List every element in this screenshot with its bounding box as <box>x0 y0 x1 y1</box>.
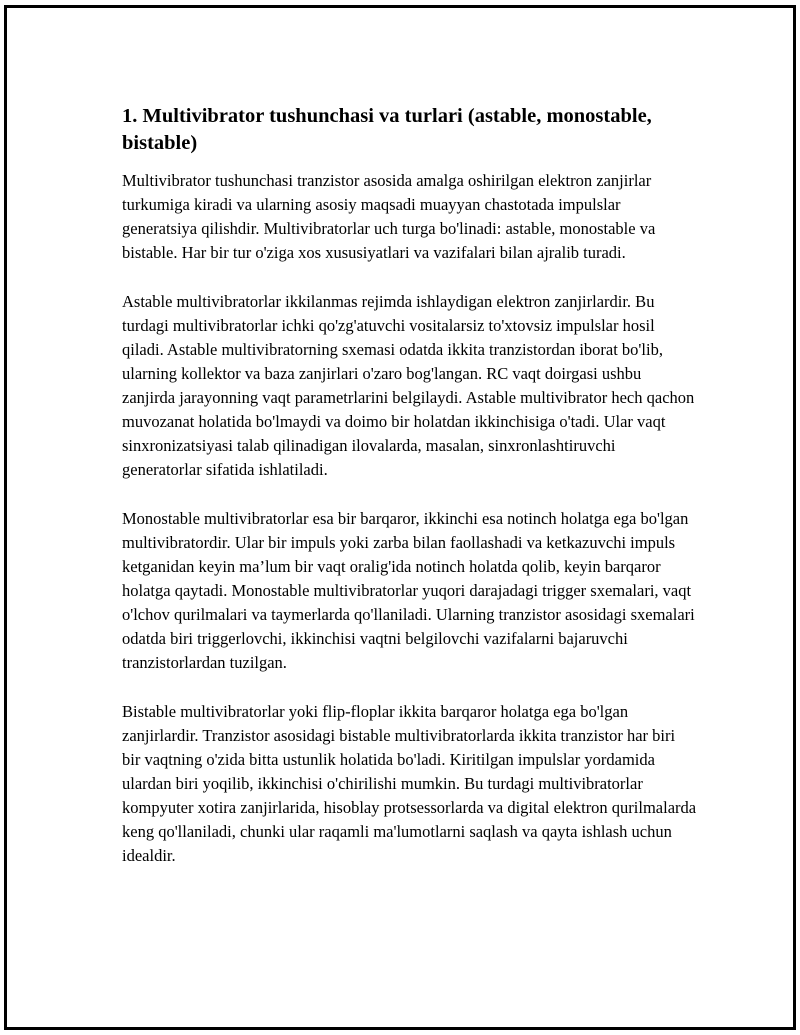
page-frame <box>4 5 796 1030</box>
paragraph-astable: Astable multivibratorlar ikkilanmas rejimda ishlaydigan elektron zanjirlardir. Bu turdagi multivibratorlar ichki qo'zg'atuvchi vositalarsiz to'xtovsiz impulslar hosil qiladi. Astable multivibratorning sxemasi odatda ikkita tranzistordan iborat bo'lib, ularning kollektor va baza zanjirlari o'zaro bog'langan. RC vaqt doirgasi ushbu zanjirda jarayonning vaqt parametrlarini belgilaydi. Astable multivibrator hech qachon muvozanat holatida bo'lmaydi va doimo bir holatdan ikkinchisiga o'tadi. Ular vaqt sinxronizatsiyasi talab qilinadigan ilovalarda, masalan, sinxronlashtiruvchi generatorlar sifatida ishlatiladi. <box>122 292 695 479</box>
paragraph-monostable: Monostable multivibratorlar esa bir barqaror, ikkinchi esa notinch holatga ega bo'lgan multivibratordir. Ular bir impuls yoki zarba bilan faollashadi va ketkazuvchi impuls ketganidan keyin ma’lum bir vaqt oralig'ida notinch holatda qolib, keyin barqaror holatga qaytadi. Monostable multivibratorlar yuqori darajadagi trigger sxemalari, vaqt o'lchov qurilmalari va taymerlarda qo'llaniladi. Ularning tranzistor asosidagi sxemalari odatda biri triggerlovchi, ikkinchisi vaqtni belgilovchi vazifalarni bajaruvchi tranzistorlardan tuzilgan. <box>122 509 695 672</box>
document-body <box>122 103 697 893</box>
paragraph-intro: Multivibrator tushunchasi tranzistor asosida amalga oshirilgan elektron zanjirlar turkumiga kiradi va ularning asosiy maqsadi muayyan chastotada impulslar generatsiya qilishdir. Multivibratorlar uch turga bo'linadi: astable, monostable va bistable. Har bir tur o'ziga xos xususiyatlari va vazifalari bilan ajralib turadi. <box>122 171 656 262</box>
document-title: 1. Multivibrator tushunchasi va turlari (astable, monostable, bistable) <box>122 105 652 154</box>
paragraph-bistable: Bistable multivibratorlar yoki flip-floplar ikkita barqaror holatga ega bo'lgan zanjirlardir. Tranzistor asosidagi bistable multivibratorlarda ikkita tranzistor har biri bir vaqtning o'zida bitta ustunlik holatida bo'ladi. Kiritilgan impulslar yordamida ulardan biri yoqilib, ikkinchisi o'chirilishi mumkin. Bu turdagi multivibratorlar kompyuter xotira zanjirlarida, hisoblay protsessorlarda va digital elektron qurilmalarda keng qo'llaniladi, chunki ular raqamli ma'lumotlarni saqlash va qayta ishlash uchun idealdir. <box>122 702 697 865</box>
